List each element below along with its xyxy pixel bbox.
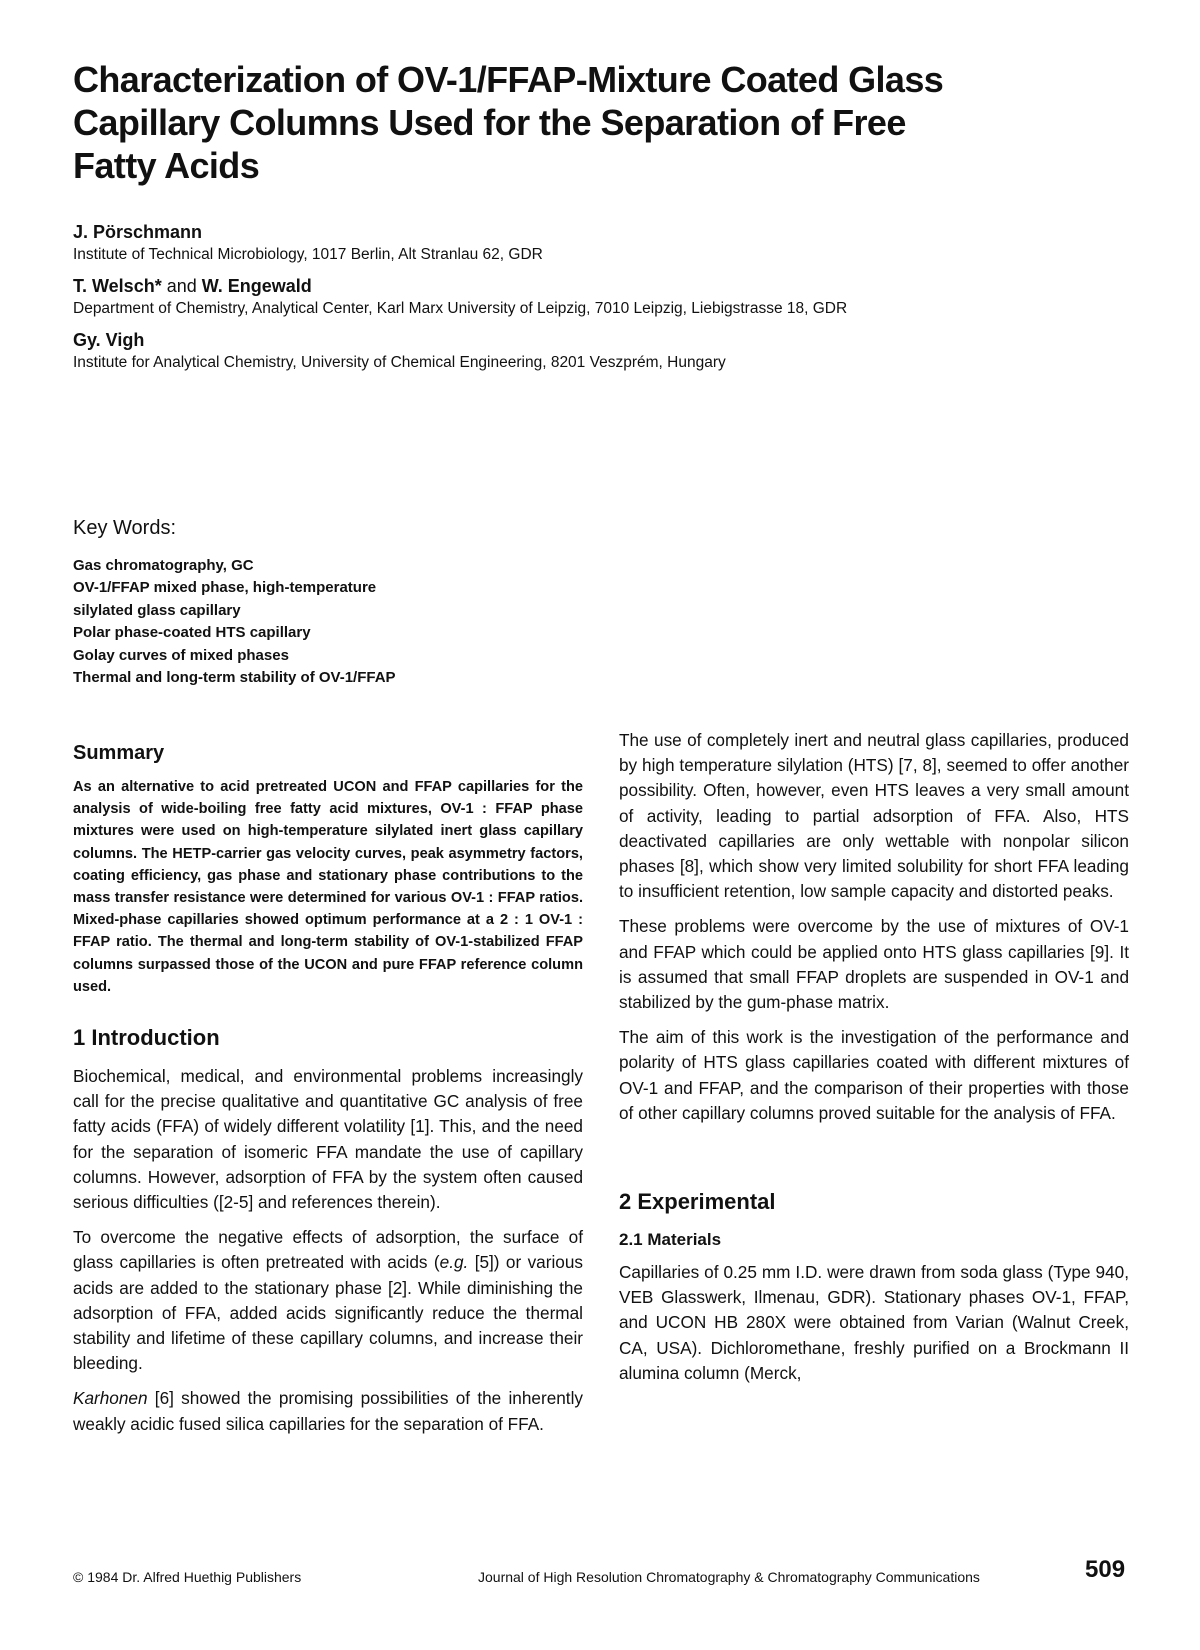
experimental-heading: 2 Experimental xyxy=(619,1189,776,1215)
journal-name: Journal of High Resolution Chromatography & Chromatography Communications xyxy=(478,1569,980,1585)
author-name: J. Pörschmann xyxy=(73,222,203,242)
keyword-line: Thermal and long-term stability of OV-1/FFAP xyxy=(73,669,396,687)
right-paragraph-2: These problems were overcome by the use of mixtures of OV-1 and FFAP which could be applied onto HTS glass capillaries [9]. It is assumed that small FFAP droplets are suspended in OV-1 and stabilized by the gum-phase matrix. xyxy=(619,916,1129,1013)
author-block xyxy=(73,328,1133,374)
right-paragraph-1: The use of completely inert and neutral glass capillaries, produced by high temperature silylation (HTS) [7, 8], seemed to offer another possibility. Often, however, even HTS leaves a very small amount of activity, leading to partial adsorption of FFA. Also, HTS deactivated capillaries are only wettable with nonpolar silicon phases [8], which show very limited solubility for short FFA leading to insufficient retention, low sample capacity and distorted peaks. xyxy=(619,730,1129,902)
author-name xyxy=(73,274,1133,298)
keyword-line: silylated glass capillary xyxy=(73,601,241,619)
intro-p3-author: Karhonen xyxy=(73,1388,148,1409)
title-line: Capillary Columns Used for the Separation of Free xyxy=(73,102,906,143)
author-block xyxy=(73,220,1133,266)
intro-p2-start: To overcome the negative effects of adsorption, the surface of glass capillaries is often pretreated with acids ( xyxy=(73,1227,583,1273)
page-number: 509 xyxy=(1085,1556,1126,1583)
introduction-heading: 1 Introduction xyxy=(73,1025,220,1051)
intro-paragraph-1: Biochemical, medical, and environmental problems increasingly call for the precise qualitative and quantitative GC analysis of free fatty acids (FFA) of widely different volatility [1]. This, and the need for the separation of isomeric FFA mandate the use of capillary columns. However, adsorption of FFA by the system often caused serious difficulties ([2-5] and references therein). xyxy=(73,1066,583,1213)
title-line: Characterization of OV-1/FFAP-Mixture Coated Glass xyxy=(73,59,944,100)
summary-text: As an alternative to acid pretreated UCON and FFAP capillaries for the analysis of wide-boiling free fatty acid mixtures, OV-1 : FFAP phase mixtures were used on high-temperature silylated inert glass capillary columns. The HETP-carrier gas velocity curves, peak asymmetry factors, coating efficiency, gas phase and stationary phase contributions to the mass transfer resistance were determined for various OV-1 : FFAP ratios. Mixed-phase capillaries showed optimum performance at a 2 : 1 OV-1 : FFAP ratio. The thermal and long-term stability of OV-1-stabilized FFAP columns surpassed those of the UCON and pure FFAP reference column used. xyxy=(73,779,583,995)
author-name-second: W. Engewald xyxy=(201,276,312,296)
keyword-line: Polar phase-coated HTS capillary xyxy=(73,624,311,642)
materials-paragraph: Capillaries of 0.25 mm I.D. were drawn from soda glass (Type 940, VEB Glasswerk, Ilmenau, GDR). Stationary phases OV-1, FFAP, and UCON HB 280X were obtained from Varian (Walnut Creek, CA, USA). Dichloromethane, freshly purified on a Brockmann II alumina column (Merck, xyxy=(619,1262,1129,1383)
keyword-line: OV-1/FFAP mixed phase, high-temperature xyxy=(73,579,377,597)
keyword-line: Golay curves of mixed phases xyxy=(73,646,289,664)
summary-heading: Summary xyxy=(73,742,165,764)
author-name-first: T. Welsch* xyxy=(73,276,162,296)
left-column xyxy=(73,740,583,1437)
right-paragraph-3: The aim of this work is the investigation of the performance and polarity of HTS glass capillaries coated with different mixtures of OV-1 and FFAP, and the comparison of their properties with those of other capillary columns proved suitable for the analysis of FFA. xyxy=(619,1027,1129,1123)
right-column xyxy=(619,728,1129,1386)
title-line: Fatty Acids xyxy=(73,145,260,186)
copyright-notice: © 1984 Dr. Alfred Huethig Publishers xyxy=(73,1569,302,1585)
author-list xyxy=(73,220,1133,382)
intro-p3-rest: [6] showed the promising possibilities of the inherently weakly acidic fused silica capillaries for the separation of FFA. xyxy=(73,1388,583,1434)
author-block xyxy=(73,274,1133,320)
keywords-list xyxy=(73,555,396,689)
intro-p2-end: [5]) or various acids are added to the stationary phase [2]. While diminishing the adsorption of FFA, added acids significantly reduce the thermal stability and lifetime of these capillary columns, and increase their bleeding. xyxy=(73,1252,583,1374)
author-affiliation: Institute of Technical Microbiology, 1017 Berlin, Alt Stranlau 62, GDR xyxy=(73,246,543,263)
intro-paragraph-3 xyxy=(73,1386,583,1436)
intro-p2-eg: e.g. xyxy=(439,1252,469,1273)
materials-subheading: 2.1 Materials xyxy=(619,1230,722,1250)
author-name: Gy. Vigh xyxy=(73,330,145,350)
keyword-line: Gas chromatography, GC xyxy=(73,557,254,574)
paper-title xyxy=(73,58,1073,187)
author-conjunction: and xyxy=(161,276,202,296)
author-affiliation: Department of Chemistry, Analytical Center, Karl Marx University of Leipzig, 7010 Leipzig, Liebigstrasse 18, GDR xyxy=(73,300,848,317)
intro-paragraph-2 xyxy=(73,1225,583,1376)
author-affiliation: Institute for Analytical Chemistry, University of Chemical Engineering, 8201 Veszprém, Hungary xyxy=(73,354,726,371)
keywords-heading: Key Words: xyxy=(73,517,176,539)
